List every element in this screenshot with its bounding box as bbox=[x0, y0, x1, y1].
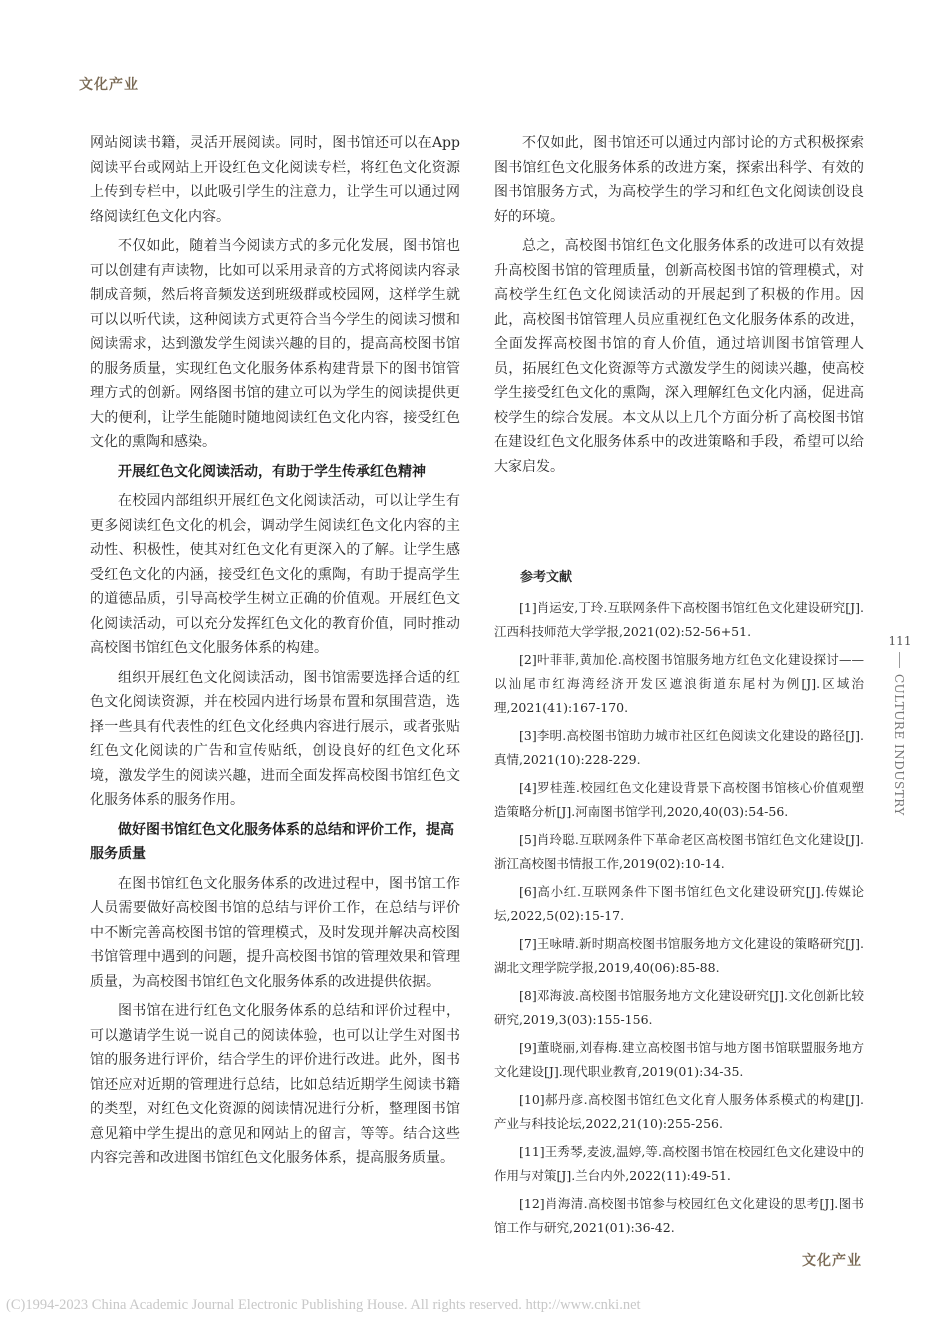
reference-item: [12]肖海清.高校图书馆参与校园红色文化建设的思考[J].图书馆工作与研究,2021(01):36-42. bbox=[494, 1196, 864, 1235]
reference-item: [10]郝丹彦.高校图书馆红色文化育人服务体系模式的构建[J].产业与科技论坛,2022,21(10):255-256. bbox=[494, 1092, 864, 1131]
reference-item: [4]罗桂莲.校园红色文化建设背景下高校图书馆核心价值观塑造策略分析[J].河南图书馆学刊,2020,40(03):54-56. bbox=[494, 780, 864, 819]
paragraph: 网站阅读书籍，灵活开展阅读。同时，图书馆还可以在App阅读平台或网站上开设红色文化阅读专栏，将红色文化资源上传到专栏中，以此吸引学生的注意力，让学生可以通过网络阅读红色文化内容。 bbox=[90, 135, 460, 225]
running-header: 文化产业 bbox=[79, 77, 139, 93]
reference-item: [2]叶菲菲,黄加伦.高校图书馆服务地方红色文化建设探讨——以汕尾市红海湾经济开发区遮浪街道东尾村为例[J].区域治理,2021(41):167-170. bbox=[494, 652, 864, 715]
paragraph: 不仅如此，随着当今阅读方式的多元化发展，图书馆也可以创建有声读物，比如可以采用录音的方式将阅读内容录制成音频，然后将音频发送到班级群或校园网，这样学生就可以以听代读，这种阅读方式更符合当今学生的阅读习惯和阅读需求，达到激发学生阅读兴趣的目的，提高高校图书馆的服务质量，实现红色文化服务体系构建背景下的图书馆管理方式的创新。网络图书馆的建立可以为学生的阅读提供更大的便利，让学生能随时随地阅读红色文化内容，接受红色文化的熏陶和感染。 bbox=[90, 238, 460, 450]
reference-item: [1]肖运安,丁玲.互联网条件下高校图书馆红色文化建设研究[J].江西科技师范大学学报,2021(02):52-56+51. bbox=[494, 600, 864, 639]
reference-item: [3]李明.高校图书馆助力城市社区红色阅读文化建设的路径[J].真情,2021(10):228-229. bbox=[494, 728, 864, 767]
section-heading: 开展红色文化阅读活动，有助于学生传承红色精神 bbox=[118, 463, 426, 480]
left-column bbox=[90, 131, 460, 1176]
paragraph: 在图书馆红色文化服务体系的改进过程中，图书馆工作人员需要做好高校图书馆的总结与评价工作，在总结与评价中不断完善高校图书馆的管理模式，及时发现并解决高校图书馆管理中遇到的问题，提升高校图书馆的管理效果和管理质量，为高校图书馆红色文化服务体系的改进提供依据。 bbox=[90, 875, 460, 990]
section-heading: 做好图书馆红色文化服务体系的总结和评价工作，提高服务质量 bbox=[90, 821, 454, 862]
reference-item: [7]王咏晴.新时期高校图书馆服务地方文化建设的策略研究[J].湖北文理学院学报,2019,40(06):85-88. bbox=[494, 936, 864, 975]
running-footer: 文化产业 bbox=[802, 1253, 862, 1269]
reference-item: [8]邓海波.高校图书馆服务地方文化建设研究[J].文化创新比较研究,2019,3(03):155-156. bbox=[494, 988, 864, 1027]
copyright-watermark: (C)1994-2023 China Academic Journal Electronic Publishing House. All rights reserved. http://www.cnki.net bbox=[6, 1297, 641, 1313]
page-number: 111 bbox=[888, 634, 912, 648]
divider bbox=[899, 652, 900, 668]
paragraph: 总之，高校图书馆红色文化服务体系的改进可以有效提升高校图书馆的管理质量，创新高校图书馆的管理模式，对高校学生红色文化阅读活动的开展起到了积极的作用。因此，高校图书馆管理人员应重视红色文化服务体系的改进，全面发挥高校图书馆的育人价值，通过培训图书馆管理人员，拓展红色文化资源等方式激发学生的阅读兴趣，使高校学生接受红色文化的熏陶，深入理解红色文化内涵，促进高校学生的综合发展。本文从以上几个方面分析了高校图书馆在建设红色文化服务体系中的改进策略和手段，希望可以给大家启发。 bbox=[494, 238, 864, 475]
references-title: 参考文献 bbox=[520, 570, 573, 585]
reference-item: [6]高小红.互联网条件下图书馆红色文化建设研究[J].传媒论坛,2022,5(02):15-17. bbox=[494, 884, 864, 923]
references-section bbox=[494, 568, 864, 1244]
side-margin-label bbox=[888, 634, 912, 816]
reference-item: [9]董晓丽,刘春梅.建立高校图书馆与地方图书馆联盟服务地方文化建设[J].现代职业教育,2019(01):34-35. bbox=[494, 1040, 864, 1079]
reference-item: [11]王秀琴,麦波,温婷,等.高校图书馆在校园红色文化建设中的作用与对策[J].兰台内外,2022(11):49-51. bbox=[494, 1144, 864, 1183]
paragraph: 不仅如此，图书馆还可以通过内部讨论的方式积极探索图书馆红色文化服务体系的改进方案，探索出科学、有效的图书馆服务方式，为高校学生的学习和红色文化阅读创设良好的环境。 bbox=[494, 135, 864, 225]
paragraph: 图书馆在进行红色文化服务体系的总结和评价过程中，可以邀请学生说一说自己的阅读体验，也可以让学生对图书馆的服务进行评价，结合学生的评价进行改进。此外，图书馆还应对近期的管理进行总结，比如总结近期学生阅读书籍的类型，对红色文化资源的阅读情况进行分析，整理图书馆意见箱中学生提出的意见和网站上的留言，等等。结合这些内容完善和改进图书馆红色文化服务体系，提高服务质量。 bbox=[90, 1003, 460, 1166]
right-column bbox=[494, 131, 864, 484]
reference-item: [5]肖玲聪.互联网条件下革命老区高校图书馆红色文化建设[J]. 浙江高校图书情报工作,2019(02):10-14. bbox=[494, 832, 864, 871]
section-label-vertical: CULTURE INDUSTRY bbox=[892, 674, 906, 816]
paragraph: 在校园内部组织开展红色文化阅读活动，可以让学生有更多阅读红色文化的机会，调动学生阅读红色文化内容的主动性、积极性，使其对红色文化有更深入的了解。让学生感受红色文化的内涵，接受红色文化的熏陶，有助于提高学生的道德品质，引导高校学生树立正确的价值观。开展红色文化阅读活动，可以充分发挥红色文化的教育价值，同时推动高校图书馆红色文化服务体系的构建。 bbox=[90, 493, 460, 656]
paragraph: 组织开展红色文化阅读活动，图书馆需要选择合适的红色文化阅读资源，并在校园内进行场景布置和氛围营造，选择一些具有代表性的红色文化经典内容进行展示，或者张贴红色文化阅读的广告和宣传贴纸，创设良好的红色文化环境，激发学生的阅读兴趣，进而全面发挥高校图书馆红色文化服务体系的服务作用。 bbox=[90, 669, 460, 808]
